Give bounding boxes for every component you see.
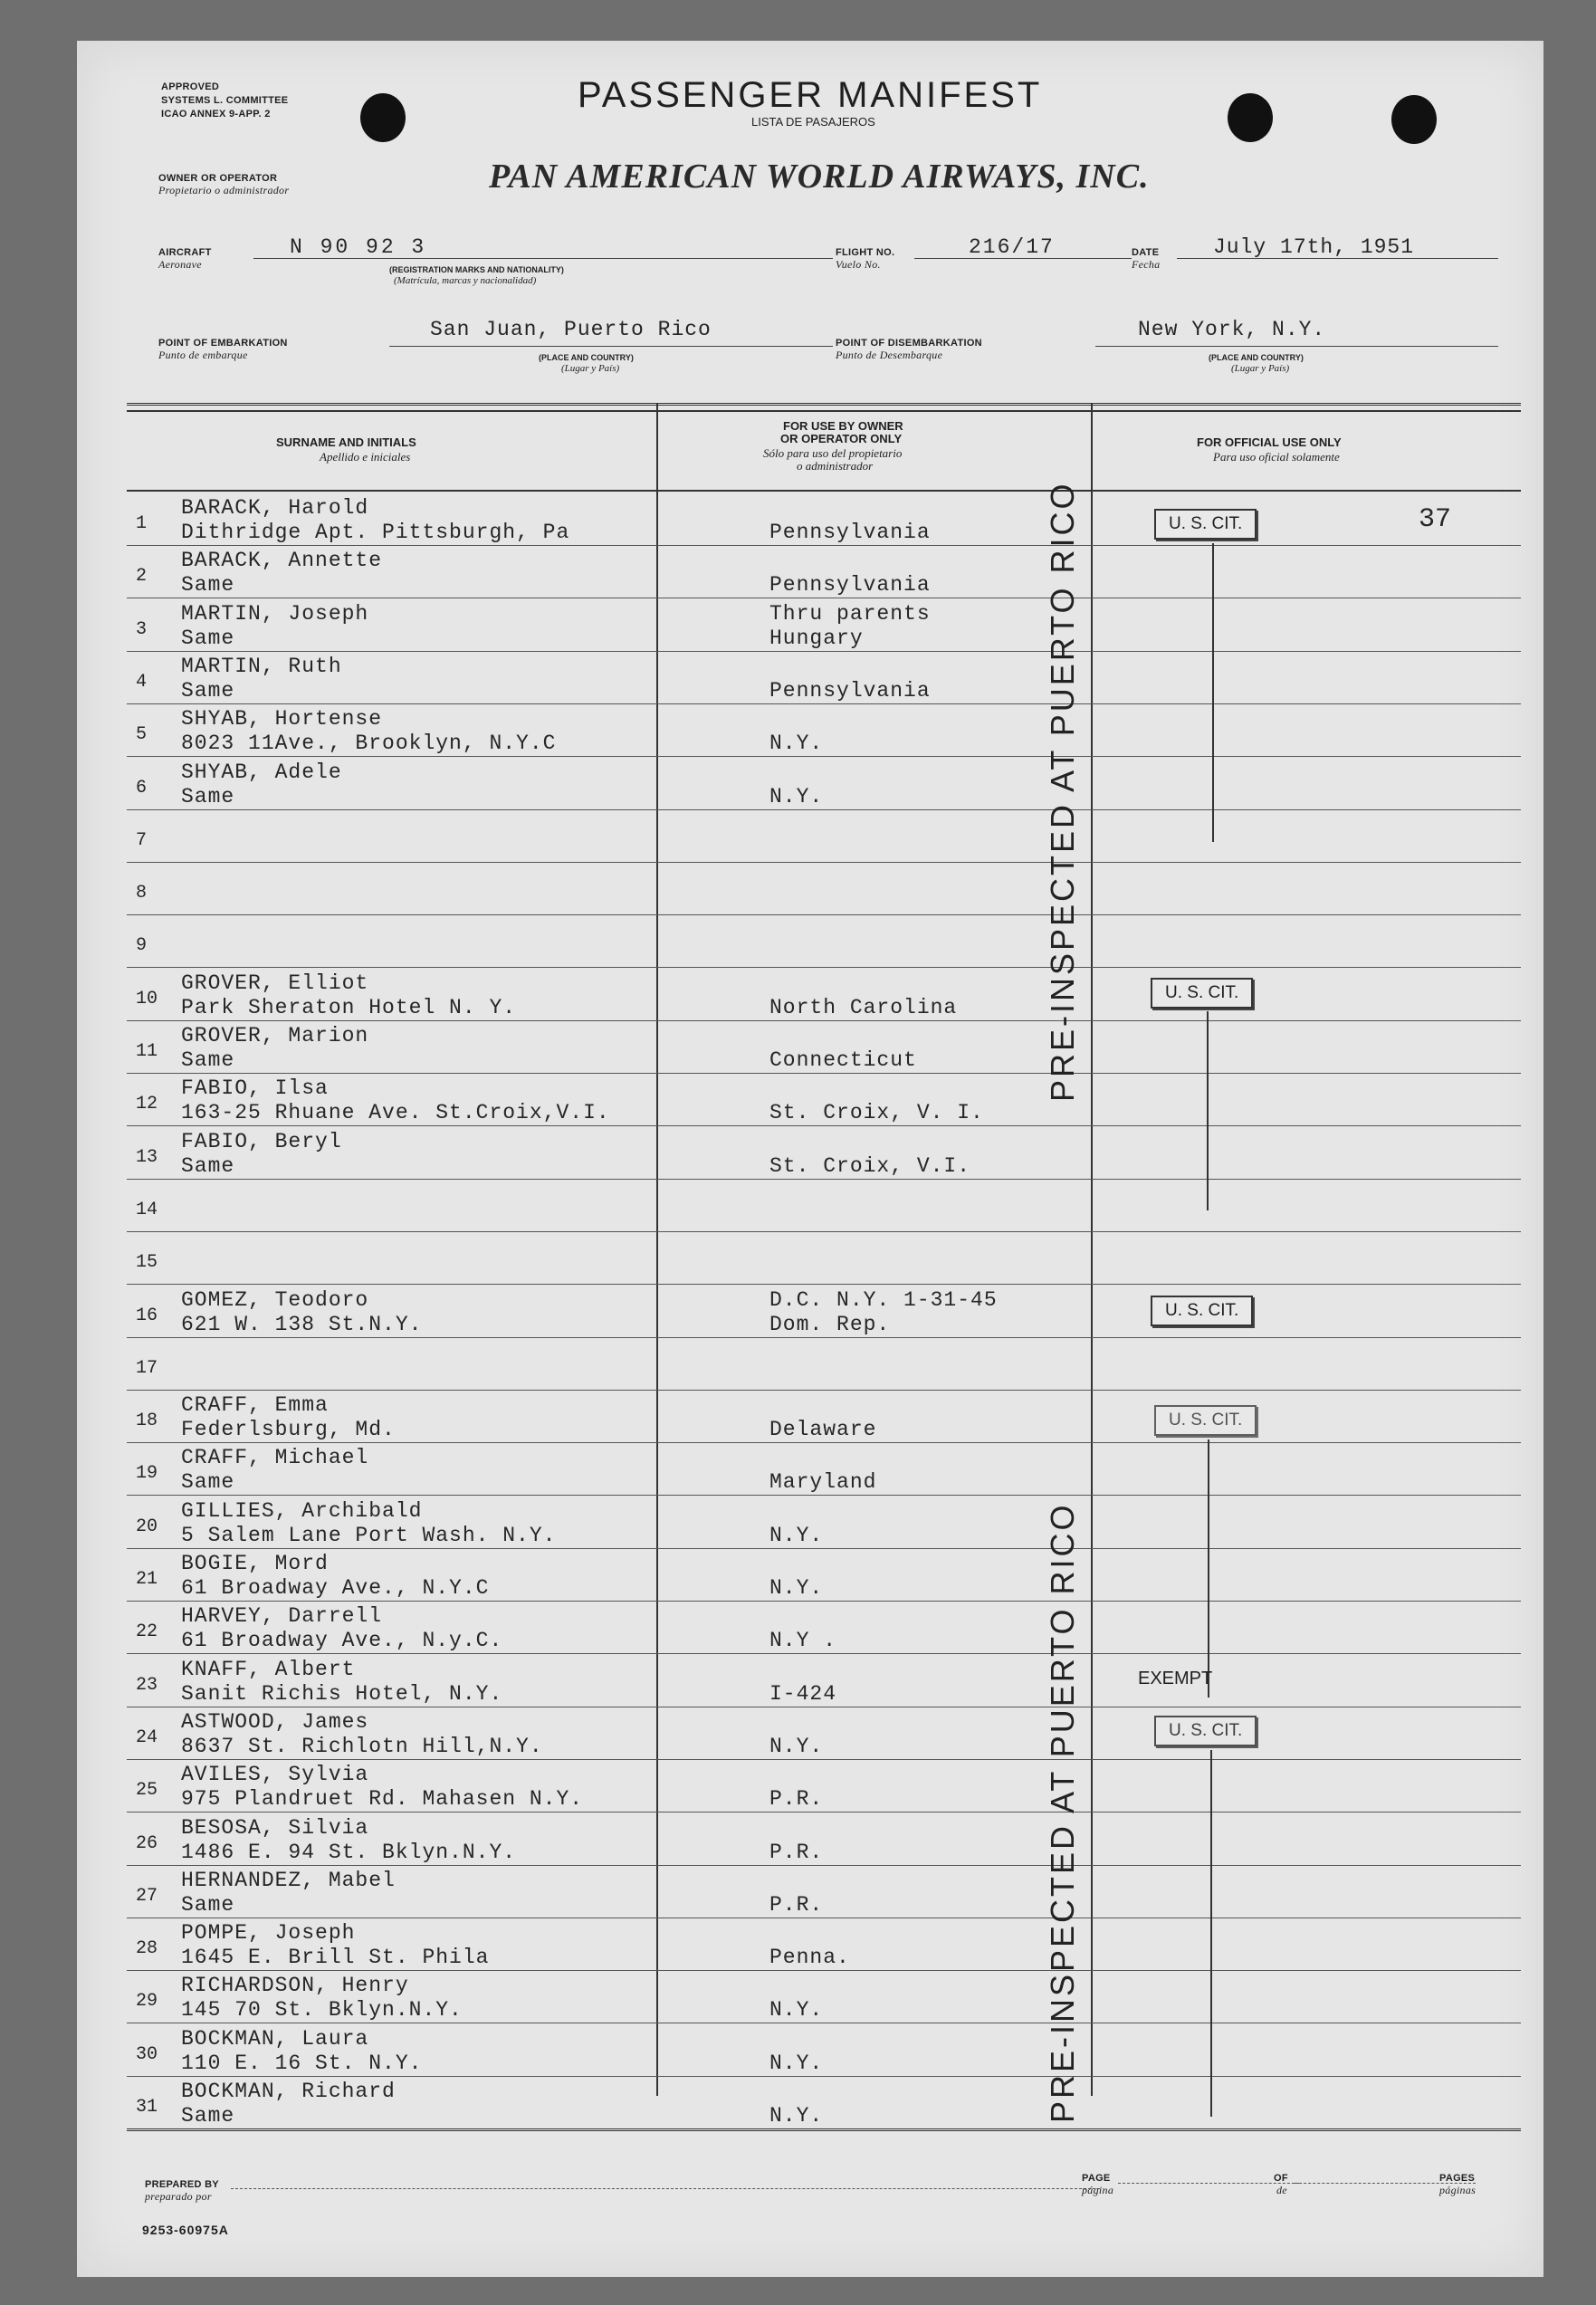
table-row: [77, 1021, 1543, 1074]
row-number: 31: [136, 2097, 158, 2118]
header-bottom-rule: [127, 490, 1521, 492]
table-row: [77, 1127, 1543, 1180]
page-label: PAGE: [1082, 2173, 1111, 2184]
embark-label: POINT OF EMBARKATION: [158, 338, 288, 349]
table-row: [77, 758, 1543, 810]
passenger-name: GROVER, Marion: [181, 1024, 369, 1047]
passenger-address: 110 E. 16 St. N.Y.: [181, 2051, 423, 2075]
disembark-value: New York, N.Y.: [1138, 318, 1326, 341]
us-cit-stamp: U. S. CIT.: [1154, 509, 1257, 540]
passenger-origin: P.R.: [769, 1840, 824, 1864]
passenger-address: 8023 11Ave., Brooklyn, N.Y.C: [181, 732, 557, 756]
passenger-origin: N.Y.: [769, 1523, 824, 1547]
table-row: [77, 546, 1543, 598]
form-number: 9253-60975A: [142, 2223, 229, 2237]
punch-hole: [1228, 93, 1273, 142]
aircraft-value: N 90 92 3: [290, 235, 427, 259]
passenger-origin: Delaware: [769, 1418, 877, 1442]
row-number: 29: [136, 1991, 158, 2013]
passenger-name: POMPE, Joseph: [181, 1921, 356, 1946]
form-subtitle: LISTA DE PASAJEROS: [751, 115, 875, 129]
passenger-address: Same: [181, 678, 235, 703]
passenger-address: Same: [181, 626, 235, 650]
col2-header-a: FOR USE BY OWNER: [783, 419, 903, 433]
passenger-origin: Penna.: [769, 1946, 850, 1970]
table-row: [77, 1760, 1543, 1812]
row-number: 19: [136, 1463, 158, 1485]
passenger-name: CRAFF, Michael: [181, 1446, 369, 1470]
passenger-origin: N.Y.: [769, 1998, 824, 2023]
row-number: 27: [136, 1885, 158, 1907]
table-row: [77, 1866, 1543, 1918]
table-row: [77, 915, 1543, 968]
row-number: 4: [136, 671, 148, 693]
row-number: 3: [136, 618, 148, 640]
date-underline: [1177, 258, 1498, 259]
aircraft-label-es: Aeronave: [158, 258, 202, 271]
table-row: [77, 599, 1543, 652]
row-number: 23: [136, 1674, 158, 1696]
passenger-name: MARTIN, Ruth: [181, 654, 342, 678]
passenger-address: Same: [181, 784, 235, 808]
passenger-name: BOGIE, Mord: [181, 1552, 329, 1575]
prepared-underline: [231, 2188, 1100, 2189]
passenger-address: Dithridge Apt. Pittsburgh, Pa: [181, 521, 570, 544]
table-row: [77, 1707, 1543, 1760]
punch-hole: [360, 93, 406, 142]
passenger-origin: N.Y.: [769, 2051, 824, 2075]
row-number: 11: [136, 1041, 158, 1062]
passenger-origin: N.Y.: [769, 2104, 824, 2128]
passenger-origin: Pennsylvania: [769, 678, 931, 703]
row-number: 7: [136, 829, 148, 851]
row-number: 6: [136, 777, 148, 799]
table-row: [77, 1074, 1543, 1126]
us-cit-stamp: U. S. CIT.: [1154, 1405, 1257, 1436]
exempt-stamp: EXEMPT: [1138, 1669, 1213, 1688]
table-row: [77, 863, 1543, 915]
owner-value: PAN AMERICAN WORLD AIRWAYS, INC.: [489, 158, 1150, 196]
passenger-name: SHYAB, Adele: [181, 760, 342, 784]
passenger-address: 5 Salem Lane Port Wash. N.Y.: [181, 1523, 557, 1547]
aircraft-underline: [253, 258, 833, 259]
disembark-label-es: Punto de Desembarque: [836, 349, 943, 361]
row-number: 10: [136, 988, 158, 1009]
table-row: [77, 1549, 1543, 1602]
embark-place-note: (PLACE AND COUNTRY): [539, 353, 634, 362]
approval-line-2: SYSTEMS L. COMMITTEE: [161, 95, 289, 106]
table-row: [77, 1180, 1543, 1232]
passenger-address: Same: [181, 1048, 235, 1072]
of-label: OF: [1274, 2173, 1288, 2184]
flight-value: 216/17: [969, 235, 1055, 259]
passenger-origin: North Carolina: [769, 995, 958, 1019]
passenger-address: 1645 E. Brill St. Phila: [181, 1946, 490, 1970]
owner-label: OWNER OR OPERATOR: [158, 173, 278, 184]
col2-header-b: OR OPERATOR ONLY: [780, 432, 903, 445]
passenger-origin: St. Croix, V.I.: [769, 1153, 971, 1178]
preinspected-stamp: PRE-INSPECTED AT PUERTO RICO: [1044, 481, 1081, 1102]
embark-value: San Juan, Puerto Rico: [430, 318, 712, 341]
table-row: [77, 1391, 1543, 1443]
passenger-origin: N.Y .: [769, 1629, 837, 1653]
us-cit-stamp: U. S. CIT.: [1154, 1716, 1257, 1746]
row-number: 12: [136, 1094, 158, 1115]
table-row: [77, 1918, 1543, 1971]
pages-label: PAGES: [1439, 2173, 1476, 2184]
passenger-name: GILLIES, Archibald: [181, 1498, 423, 1523]
passenger-address: Park Sheraton Hotel N. Y.: [181, 995, 517, 1019]
date-label: DATE: [1132, 247, 1160, 258]
row-number: 13: [136, 1146, 158, 1168]
passenger-origin: I-424: [769, 1681, 837, 1706]
form-title: PASSENGER MANIFEST: [578, 75, 1043, 115]
passenger-origin: N.Y.: [769, 732, 824, 756]
passenger-address: Same: [181, 1892, 235, 1917]
table-row: [77, 1497, 1543, 1549]
approval-line-3: ICAO ANNEX 9-APP. 2: [161, 109, 271, 120]
table-row: [77, 652, 1543, 704]
stamp-bracket: [1212, 543, 1214, 842]
passenger-name: HERNANDEZ, Mabel: [181, 1868, 396, 1892]
flight-underline: [914, 258, 1132, 259]
row-number: 15: [136, 1252, 158, 1274]
flight-label-es: Vuelo No.: [836, 258, 881, 271]
row-number: 16: [136, 1305, 158, 1326]
disembark-place-note: (PLACE AND COUNTRY): [1209, 353, 1304, 362]
passenger-name: BARACK, Harold: [181, 496, 369, 520]
row-number: 14: [136, 1199, 158, 1220]
passenger-address: 975 Plandruet Rd. Mahasen N.Y.: [181, 1787, 584, 1812]
page-underline: [1118, 2183, 1299, 2184]
date-label-es: Fecha: [1132, 258, 1161, 271]
passenger-origin: P.R.: [769, 1787, 824, 1812]
passenger-name: BESOSA, Silvia: [181, 1815, 369, 1840]
embark-underline: [389, 346, 833, 347]
passenger-address: 61 Broadway Ave., N.y.C.: [181, 1629, 503, 1653]
stamp-bracket: [1210, 1750, 1212, 2117]
approval-line-1: APPROVED: [161, 81, 220, 92]
passenger-name: AVILES, Sylvia: [181, 1763, 369, 1787]
passenger-origin: D.C. N.Y. 1-31-45: [769, 1287, 998, 1312]
table-row: [77, 2024, 1543, 2077]
table-row: [77, 810, 1543, 863]
passenger-name: BARACK, Annette: [181, 549, 383, 573]
stamp-bracket: [1208, 1439, 1209, 1698]
header-top-rule-2: [127, 410, 1521, 412]
table-row: [77, 1971, 1543, 2023]
of-label-es: de: [1276, 2184, 1287, 2196]
row-number: 1: [136, 513, 148, 534]
passenger-origin: Maryland: [769, 1470, 877, 1495]
passenger-name: SHYAB, Hortense: [181, 707, 383, 732]
passenger-address: Same: [181, 573, 235, 598]
passenger-origin: N.Y.: [769, 784, 824, 808]
passenger-address: Federlsburg, Md.: [181, 1418, 396, 1442]
prepared-label: PREPARED BY: [145, 2179, 219, 2190]
registration-note: (REGISTRATION MARKS AND NATIONALITY): [389, 265, 564, 274]
table-row: [77, 1286, 1543, 1338]
passenger-address: Same: [181, 1153, 235, 1178]
passenger-origin: N.Y.: [769, 1576, 824, 1600]
punch-hole: [1391, 95, 1437, 144]
row-number: 26: [136, 1832, 158, 1854]
registration-note-es: (Matrícula, marcas y nacionalidad): [394, 275, 537, 286]
table-row: [77, 704, 1543, 757]
col2-header-es-a: Sólo para uso del propietario: [763, 446, 903, 460]
row-number: 24: [136, 1726, 158, 1748]
header-top-rule: [127, 403, 1521, 406]
passenger-origin: N.Y.: [769, 1734, 824, 1758]
us-cit-stamp: U. S. CIT.: [1151, 1296, 1253, 1326]
passenger-address: 1486 E. 94 St. Bklyn.N.Y.: [181, 1840, 517, 1864]
passenger-origin-2: Hungary: [769, 626, 864, 650]
table-row: [77, 1338, 1543, 1391]
row-number: 9: [136, 935, 148, 957]
date-value: July 17th, 1951: [1213, 235, 1415, 259]
passenger-origin: Connecticut: [769, 1048, 917, 1072]
row-number: 22: [136, 1621, 158, 1643]
passenger-name: FABIO, Beryl: [181, 1129, 342, 1153]
passenger-address: 145 70 St. Bklyn.N.Y.: [181, 1998, 463, 2023]
row-number: 30: [136, 2043, 158, 2065]
row-number: 28: [136, 1938, 158, 1960]
owner-label-es: Propietario o administrador: [158, 184, 290, 196]
prepared-label-es: preparado por: [145, 2190, 212, 2203]
row-number: 5: [136, 724, 148, 746]
passenger-name: GROVER, Elliot: [181, 971, 369, 995]
passenger-origin: P.R.: [769, 1892, 824, 1917]
table-row: [77, 1602, 1543, 1654]
col3-header: FOR OFFICIAL USE ONLY: [1197, 435, 1342, 449]
passenger-origin: St. Croix, V. I.: [769, 1101, 984, 1125]
passenger-address: 61 Broadway Ave., N.Y.C: [181, 1576, 490, 1600]
embark-label-es: Punto de embarque: [158, 349, 248, 361]
embark-place-note-es: (Lugar y País): [561, 363, 620, 374]
passenger-address: 621 W. 138 St.N.Y.: [181, 1312, 423, 1336]
passenger-address: 8637 St. Richlotn Hill,N.Y.: [181, 1734, 543, 1758]
disembark-place-note-es: (Lugar y País): [1231, 363, 1290, 374]
row-number: 21: [136, 1569, 158, 1590]
col1-header: SURNAME AND INITIALS: [276, 435, 416, 449]
col1-header-es: Apellido e iniciales: [320, 450, 411, 464]
row-number: 20: [136, 1516, 158, 1537]
row-number: 2: [136, 566, 148, 588]
passenger-name: FABIO, Ilsa: [181, 1076, 329, 1101]
passenger-name: HARVEY, Darrell: [181, 1604, 383, 1629]
stamp-bracket: [1207, 1011, 1209, 1210]
passenger-address: Same: [181, 1470, 235, 1495]
passenger-name: CRAFF, Emma: [181, 1393, 329, 1418]
row-number: 17: [136, 1357, 158, 1379]
passenger-name: MARTIN, Joseph: [181, 601, 369, 626]
table-row: [77, 969, 1543, 1021]
table-bottom-rule: [127, 2128, 1521, 2131]
passenger-address: Sanit Richis Hotel, N.Y.: [181, 1681, 503, 1706]
passenger-name: KNAFF, Albert: [181, 1657, 356, 1681]
passenger-origin: Pennsylvania: [769, 521, 931, 544]
aircraft-label: AIRCRAFT: [158, 247, 212, 258]
table-row: [77, 2077, 1543, 2129]
passenger-name: BOCKMAN, Laura: [181, 2026, 369, 2051]
table-row: [77, 493, 1543, 546]
flight-label: FLIGHT NO.: [836, 247, 895, 258]
passenger-origin: Pennsylvania: [769, 573, 931, 598]
official-count: 37: [1419, 504, 1452, 535]
row-number: 18: [136, 1411, 158, 1432]
table-row: [77, 1813, 1543, 1866]
passenger-name: ASTWOOD, James: [181, 1709, 369, 1734]
passenger-origin-2: Dom. Rep.: [769, 1312, 891, 1336]
table-row: [77, 1443, 1543, 1496]
table-row: [77, 1232, 1543, 1285]
col2-header-es-b: o administrador: [797, 459, 874, 473]
col3-header-es: Para uso oficial solamente: [1213, 450, 1340, 464]
passenger-name: RICHARDSON, Henry: [181, 1974, 409, 1998]
passenger-address: Same: [181, 2104, 235, 2128]
passenger-name: BOCKMAN, Richard: [181, 2080, 396, 2103]
preinspected-stamp: PRE-INSPECTED AT PUERTO RICO: [1044, 1502, 1081, 2123]
disembark-label: POINT OF DISEMBARKATION: [836, 338, 982, 349]
passenger-address: 163-25 Rhuane Ave. St.Croix,V.I.: [181, 1101, 610, 1125]
manifest-sheet: [77, 41, 1543, 2277]
passenger-name: GOMEZ, Teodoro: [181, 1287, 369, 1312]
passenger-origin: Thru parents: [769, 601, 931, 626]
row-number: 8: [136, 883, 148, 904]
us-cit-stamp: U. S. CIT.: [1151, 978, 1253, 1009]
table-row: [77, 1655, 1543, 1707]
row-number: 25: [136, 1780, 158, 1802]
page-label-es: página: [1082, 2184, 1114, 2196]
disembark-underline: [1095, 346, 1498, 347]
pages-label-es: páginas: [1439, 2184, 1477, 2196]
